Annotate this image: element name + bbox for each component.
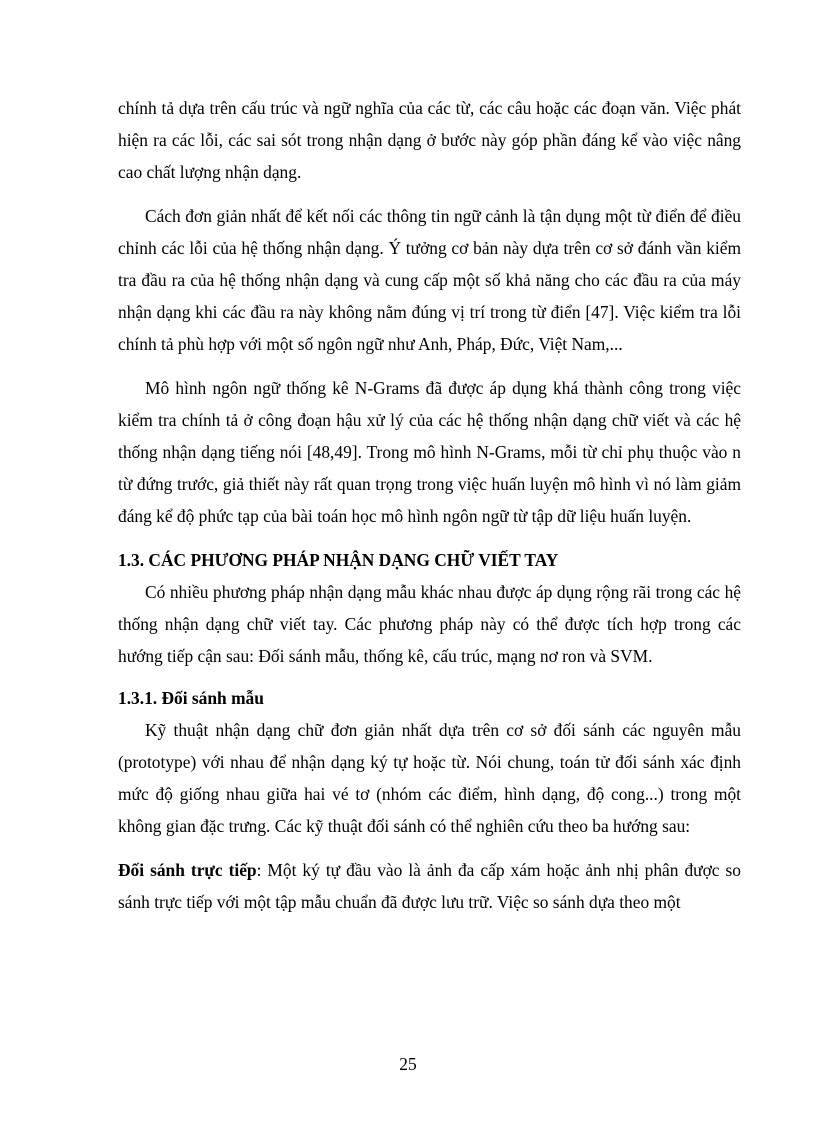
paragraph-template-matching: Kỹ thuật nhận dạng chữ đơn giản nhất dựa trên cơ sở đối sánh các nguyên mẫu (prototype) với nhau để nhận dạng ký tự hoặc từ. Nói chung, toán tử đối sánh xác định mức độ giống nhau giữa hai vé tơ (nhóm các điểm, hình dạng, độ cong...) trong một không gian đặc trưng. Các kỹ thuật đối sánh có thể nghiên cứu theo ba hướng sau: — [118, 720, 741, 836]
paragraph-spelling-context: chính tả dựa trên cấu trúc và ngữ nghĩa của các từ, các câu hoặc các đoạn văn. Việc phát hiện ra các lỗi, các sai sót trong nhận dạng ở bước này góp phần đáng kể vào việc nâng cao chất lượng nhận dạng. — [118, 98, 741, 182]
paragraph-recognition-methods: Có nhiều phương pháp nhận dạng mẫu khác nhau được áp dụng rộng rãi trong các hệ thống nhận dạng chữ viết tay. Các phương pháp này có thể được tích hợp trong các hướng tiếp cận sau: Đối sánh mẫu, thống kê, cấu trúc, mạng nơ ron và SVM. — [118, 582, 741, 666]
paragraph-ngrams: Mô hình ngôn ngữ thống kê N-Grams đã được áp dụng khá thành công trong việc kiểm tra chính tả ở công đoạn hậu xử lý của các hệ thống nhận dạng chữ viết và các hệ thống nhận dạng tiếng nói [48,49]. Trong mô hình N-Grams, mỗi từ chỉ phụ thuộc vào n từ đứng trước, giả thiết này rất quan trọng trong việc huấn luyện mô hình vì nó làm giảm đáng kể độ phức tạp của bài toán học mô hình ngôn ngữ từ tập dữ liệu huấn luyện. — [118, 378, 741, 526]
direct-matching-text: : Một ký tự đầu vào là ảnh đa cấp xám hoặc ảnh nhị phân được so sánh trực tiếp với một tập mẫu chuẩn đã được lưu trữ. Việc so sánh dựa theo một — [118, 860, 741, 912]
paragraph-direct-matching — [118, 854, 741, 918]
document-page — [118, 92, 741, 918]
direct-matching-term: Đối sánh trực tiếp — [118, 860, 257, 880]
page-number: 25 — [399, 1054, 417, 1074]
subsection-heading: 1.3.1. Đối sánh mẫu — [118, 688, 264, 708]
paragraph-dictionary-method: Cách đơn giản nhất để kết nối các thông tin ngữ cảnh là tận dụng một từ điển để điều chỉnh các lỗi của hệ thống nhận dạng. Ý tưởng cơ bản này dựa trên cơ sở đánh vần kiểm tra đầu ra của hệ thống nhận dạng và cung cấp một số khả năng cho các đầu ra của máy nhận dạng khi các đầu ra này không nằm đúng vị trí trong từ điển [47]. Việc kiểm tra lỗi chính tả phù hợp với một số ngôn ngữ như Anh, Pháp, Đức, Việt Nam,... — [118, 206, 741, 354]
section-heading: 1.3. CÁC PHƯƠNG PHÁP NHẬN DẠNG CHỮ VIẾT TAY — [118, 550, 559, 570]
